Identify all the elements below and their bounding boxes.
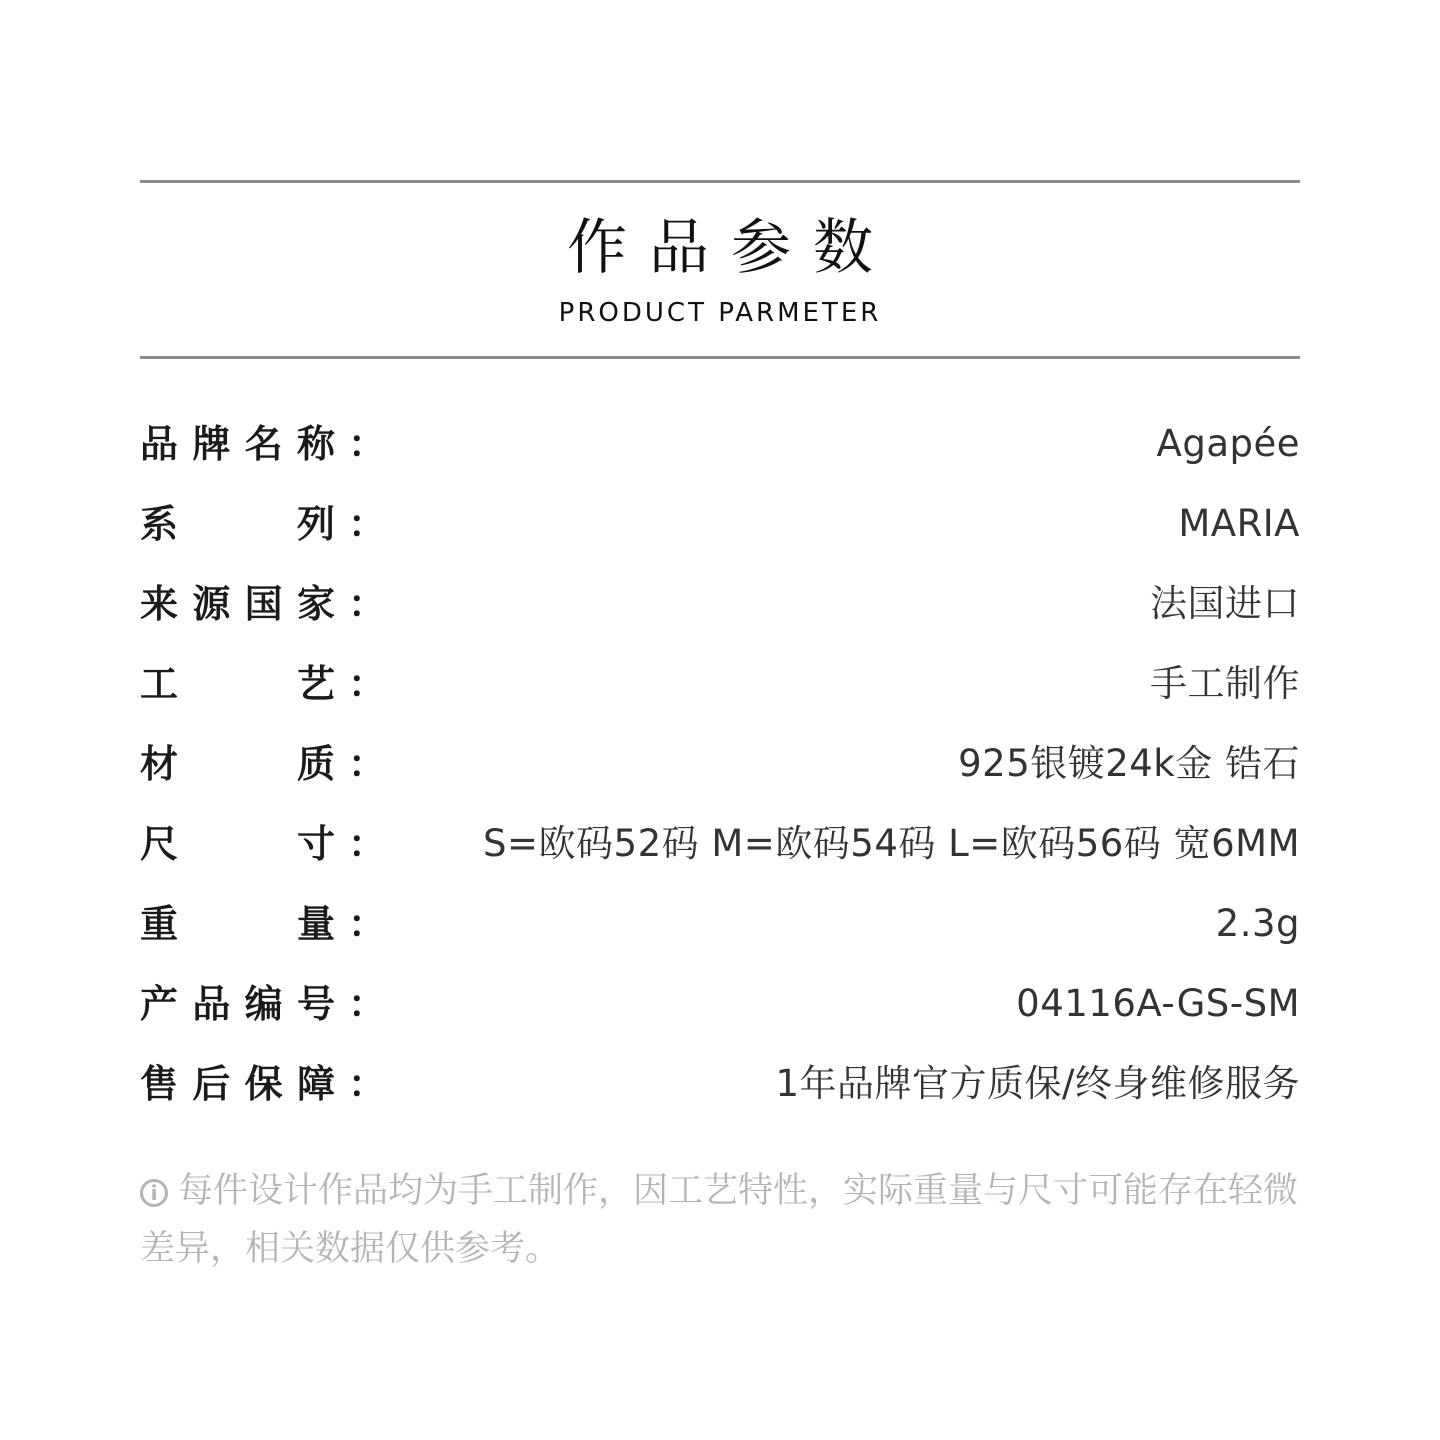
param-colon: ： [348,422,387,466]
param-value: 法国进口 [1150,582,1300,625]
top-divider [140,180,1300,183]
param-colon: ： [348,982,387,1026]
param-label-char: 来 [140,582,179,626]
param-value: S=欧码52码 M=欧码54码 L=欧码56码 宽6MM [483,822,1300,865]
param-label-char: 列 [296,502,335,546]
param-label-char: 国 [244,582,283,626]
param-label [140,884,335,964]
param-label-char: 保 [244,1062,283,1106]
disclaimer-text: 每件设计作品均为手工制作，因工艺特性，实际重量与尺寸可能存在轻微差异，相关数据仅供参考。 [140,1171,1299,1269]
param-label-char: 产 [140,982,179,1026]
param-label-char: 家 [296,582,335,626]
param-label [140,404,335,484]
param-row [140,404,1300,484]
param-label-char: 工 [140,662,179,706]
param-row [140,644,1300,724]
param-row [140,724,1300,804]
param-colon: ： [348,742,387,786]
param-value: 925银镀24k金 锆石 [958,742,1300,785]
param-colon: ： [348,662,387,706]
param-label-char: 艺 [296,662,335,706]
param-value: Agapée [1156,422,1300,465]
param-value: 04116A-GS-SM [1016,982,1300,1025]
param-row [140,884,1300,964]
param-label-char: 售 [140,1062,179,1106]
param-value: 2.3g [1215,902,1300,945]
param-label-char: 系 [140,502,179,546]
param-label [140,804,335,884]
param-label-char: 寸 [296,822,335,866]
parameter-list [140,404,1300,1124]
param-label-char: 号 [296,982,335,1026]
param-label-char: 牌 [192,422,231,466]
param-label [140,484,335,564]
param-label-char: 名 [244,422,283,466]
param-label-char: 编 [244,982,283,1026]
param-value: 1年品牌官方质保/终身维修服务 [775,1062,1300,1105]
param-colon: ： [348,1062,387,1106]
param-label [140,724,335,804]
param-label-char: 尺 [140,822,179,866]
param-colon: ： [348,582,387,626]
info-circle-icon: i [140,1179,168,1207]
param-label-char: 重 [140,902,179,946]
param-label-char: 源 [192,582,231,626]
param-value: MARIA [1178,502,1300,545]
param-label [140,564,335,644]
param-colon: ： [348,902,387,946]
param-label-char: 障 [296,1062,335,1106]
param-row [140,964,1300,1044]
param-label-char: 后 [192,1062,231,1106]
param-value: 手工制作 [1150,662,1300,705]
param-label-char: 称 [296,422,335,466]
param-row [140,564,1300,644]
disclaimer-note [140,1162,1300,1278]
page-title: 作品参数 [567,213,895,283]
param-row [140,484,1300,564]
param-label [140,964,335,1044]
param-label [140,644,335,724]
param-label-char: 品 [140,422,179,466]
param-label-char: 质 [296,742,335,786]
param-row [140,804,1300,884]
param-row [140,1044,1300,1124]
param-label-char: 品 [192,982,231,1026]
param-label-char: 量 [296,902,335,946]
bottom-divider [140,356,1300,359]
param-colon: ： [348,502,387,546]
param-colon: ： [348,822,387,866]
page-subtitle: PRODUCT PARMETER [558,298,882,328]
param-label-char: 材 [140,742,179,786]
param-label [140,1044,335,1124]
